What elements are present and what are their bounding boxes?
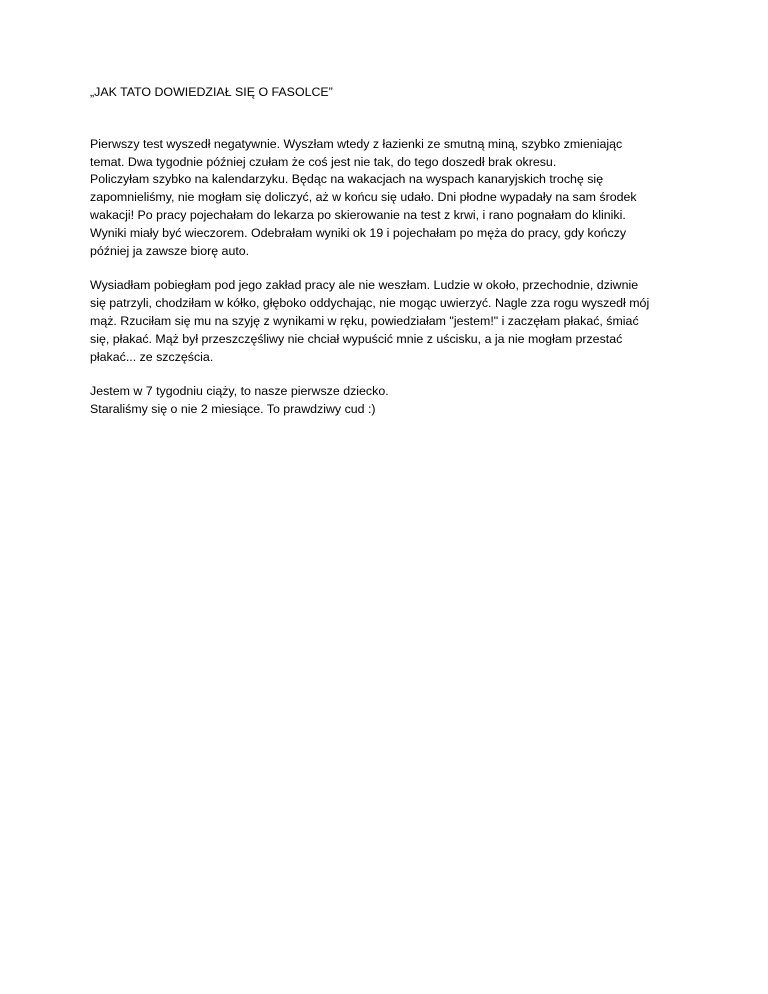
text-line: wakacji! Po pracy pojechałam do lekarza po skierowanie na test z krwi, i rano pognałam do kliniki. <box>90 207 626 222</box>
text-line: później ja zawsze biorę auto. <box>90 243 250 258</box>
document-title: „JAK TATO DOWIEDZIAŁ SIĘ O FASOLCE” <box>90 85 333 99</box>
text-line: się patrzyli, chodziłam w kółko, głęboko oddychając, nie mogąc uwierzyć. Nagle zza rogu wyszedł mój <box>90 296 650 311</box>
paragraph-3 <box>90 383 690 419</box>
paragraph-1 <box>90 136 690 261</box>
text-line: Jestem w 7 tygodniu ciąży, to nasze pierwsze dziecko. <box>90 384 389 399</box>
text-line: Policzyłam szybko na kalendarzyku. Będąc na wakacjach na wyspach kanaryjskich trochę się <box>90 172 604 187</box>
text-line: płakać... ze szczęścia. <box>90 349 214 364</box>
document-body <box>90 84 690 436</box>
text-line: temat. Dwa tygodnie później czułam że coś jest nie tak, do tego doszedł brak okresu. <box>90 154 557 169</box>
text-line: Staraliśmy się o nie 2 miesiące. To prawdziwy cud :) <box>90 402 376 417</box>
text-line: Wyniki miały być wieczorem. Odebrałam wyniki ok 19 i pojechałam po męża do pracy, gdy kończy <box>90 225 627 240</box>
text-line: Wysiadłam pobiegłam pod jego zakład pracy ale nie weszłam. Ludzie w około, przechodnie, dziwnie <box>90 278 639 293</box>
paragraph-2 <box>90 277 690 366</box>
text-line: się, płakać. Mąż był przeszczęśliwy nie chciał wypuścić mnie z uścisku, a ja nie mogłam przestać <box>90 331 623 346</box>
text-line: Pierwszy test wyszedł negatywnie. Wyszłam wtedy z łazienki ze smutną miną, szybko zmieniając <box>90 136 623 151</box>
text-line: zapomnieliśmy, nie mogłam się doliczyć, aż w końcu się udało. Dni płodne wypadały na sam środek <box>90 190 637 205</box>
text-line: mąż. Rzuciłam się mu na szyję z wynikami w ręku, powiedziałam "jestem!" i zaczęłam płakać, śmiać <box>90 313 639 328</box>
